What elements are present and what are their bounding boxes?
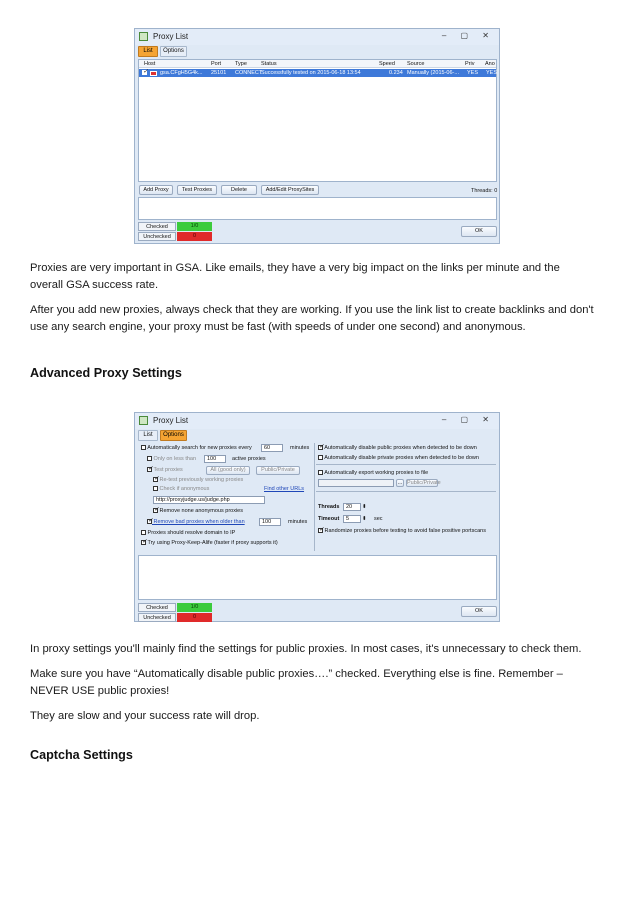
unchecked-value: 0 xyxy=(177,613,212,622)
tab-list[interactable]: List xyxy=(138,46,158,57)
col-port[interactable]: Port xyxy=(211,61,222,67)
all-good-only-button[interactable]: All (good only) xyxy=(206,466,250,475)
options-panel xyxy=(138,443,497,551)
paragraph-4b: NEVER USE public proxies! xyxy=(30,685,170,697)
timeout-input[interactable]: 5 xyxy=(343,515,361,523)
retest-checkbox[interactable]: ✓ Re-test previously working proxies xyxy=(154,476,244,483)
proxy-judge-url-input[interactable]: http://proxyjudge.us/judge.php xyxy=(153,496,265,504)
check-anonymous-checkbox[interactable]: Check if anonymous xyxy=(153,485,209,493)
col-type[interactable]: Type xyxy=(235,61,247,67)
threads-spinner[interactable]: ⬍ xyxy=(362,504,367,510)
cell-speed: 0.234 xyxy=(389,70,403,76)
only-on-less-checkbox[interactable]: Only on less than xyxy=(147,455,196,463)
checked-value: 1/0 xyxy=(177,222,212,231)
cell-status: Successfully tested on 2015-06-18 13:54 xyxy=(261,70,361,76)
unchecked-row xyxy=(138,613,218,622)
unchecked-value: 0 xyxy=(177,232,212,241)
window-controls[interactable]: – ▢ ✕ xyxy=(441,415,495,424)
public-private-small-button[interactable]: Public/Private xyxy=(407,480,441,486)
timeout-label: Timeout xyxy=(318,516,340,522)
resolve-domain-checkbox[interactable]: Proxies should resolve domain to IP xyxy=(141,529,235,537)
divider xyxy=(316,464,496,465)
cell-port: 25101 xyxy=(211,70,227,76)
log-area xyxy=(138,555,497,600)
randomize-checkbox[interactable]: ✓ Randomize proxies before testing to avoid false positive portscans xyxy=(319,527,486,534)
proxy-grid[interactable] xyxy=(138,59,497,182)
grid-header xyxy=(139,60,496,68)
cell-type: CONNECT xyxy=(235,70,263,76)
paragraph-5: They are slow and your success rate will drop. xyxy=(30,710,260,722)
auto-search-minutes-input[interactable]: 60 xyxy=(261,444,283,452)
disable-public-checkbox[interactable]: ✓ Automatically disable public proxies when detected to be down xyxy=(319,444,477,451)
col-priv[interactable]: Priv xyxy=(465,61,475,67)
checked-row xyxy=(138,603,218,612)
heading-advanced-proxy-settings: Advanced Proxy Settings xyxy=(30,366,182,380)
cell-ano: YES xyxy=(486,70,498,76)
tab-list[interactable]: List xyxy=(138,430,158,441)
column-divider xyxy=(314,443,315,551)
paragraph-1a: Proxies are very important in GSA. Like emails, they have a very big impact on the links per minute and the xyxy=(30,262,560,274)
log-area xyxy=(138,197,497,220)
auto-search-checkbox[interactable]: Automatically search for new proxies every xyxy=(141,444,252,452)
threads-input[interactable]: 20 xyxy=(343,503,361,511)
test-proxies-checkbox[interactable]: ✓ Test proxies xyxy=(148,466,183,473)
remove-bad-minutes-label: minutes xyxy=(288,519,308,525)
proxy-options-window xyxy=(134,412,500,622)
export-working-checkbox[interactable]: Automatically export working proxies to file xyxy=(318,469,428,477)
tab-options[interactable]: Options xyxy=(160,430,187,441)
row-checkbox[interactable]: ✓ xyxy=(143,69,149,75)
checked-row xyxy=(138,222,218,231)
window-title: Proxy List xyxy=(153,416,189,425)
paragraph-2a: After you add new proxies, always check that they are working. If you use the link list to create backlinks and don't xyxy=(30,304,594,316)
col-ano[interactable]: Ano xyxy=(485,61,495,67)
threads-count: Threads: 0 xyxy=(471,188,498,194)
threads-label: Threads xyxy=(318,504,340,510)
active-proxies-label: active proxies xyxy=(232,456,266,462)
ok-button[interactable]: OK xyxy=(461,226,497,237)
add-edit-proxysites-button[interactable]: Add/Edit ProxySites xyxy=(261,185,319,195)
unchecked-label: Unchecked xyxy=(138,613,176,622)
remove-bad-proxies-checkbox[interactable]: ✓ Remove bad proxies when older than xyxy=(148,518,245,525)
col-host[interactable]: Host xyxy=(144,61,156,67)
sec-label: sec xyxy=(374,516,383,522)
ok-button[interactable]: OK xyxy=(461,606,497,617)
checked-label: Checked xyxy=(138,222,176,231)
remove-bad-minutes-input[interactable]: 100 xyxy=(259,518,281,526)
paragraph-1b: overall GSA success rate. xyxy=(30,279,159,291)
remove-non-anon-checkbox[interactable]: ✓ Remove none anonymous proxies xyxy=(154,507,243,514)
checked-label: Checked xyxy=(138,603,176,612)
window-title: Proxy List xyxy=(153,32,189,41)
window-controls[interactable]: – ▢ ✕ xyxy=(441,31,495,40)
window-titlebar xyxy=(135,29,499,45)
add-proxy-button[interactable]: Add Proxy xyxy=(139,185,173,195)
checked-value: 1/0 xyxy=(177,603,212,612)
public-private-button[interactable]: Public/Private xyxy=(256,466,300,475)
disable-private-checkbox[interactable]: Automatically disable private proxies when detected to be down xyxy=(318,454,479,462)
paragraph-3: In proxy settings you'll mainly find the settings for public proxies. In most cases, it's unnecessary to check them. xyxy=(30,643,582,655)
app-icon xyxy=(139,416,148,425)
app-icon xyxy=(139,32,148,41)
keep-alive-checkbox[interactable]: ✓ Try using Proxy-Keep-Alife (faster if proxy supports it) xyxy=(142,539,278,546)
paragraph-2b: use any search engine, your proxy must be fast (with speeds of under one second) and anonymous. xyxy=(30,321,526,333)
find-other-urls-link[interactable]: Find other URLs xyxy=(264,486,305,492)
cell-source: Manually (2015-06-... xyxy=(407,70,459,76)
proxy-list-window xyxy=(134,28,500,244)
divider xyxy=(316,491,496,492)
col-source[interactable]: Source xyxy=(407,61,425,67)
paragraph-4a: Make sure you have “Automatically disable public proxies….” checked. Everything else is fine. Remember – xyxy=(30,668,563,680)
flag-icon xyxy=(150,71,157,76)
heading-captcha-settings: Captcha Settings xyxy=(30,748,133,762)
unchecked-label: Unchecked xyxy=(138,232,176,241)
window-titlebar xyxy=(135,413,499,429)
minutes-label: minutes xyxy=(290,445,310,451)
cell-host: gsa.CFgH5G4k... xyxy=(160,70,203,76)
col-speed[interactable]: Speed xyxy=(379,61,395,67)
test-proxies-button[interactable]: Test Proxies xyxy=(177,185,217,195)
export-file-input[interactable] xyxy=(318,479,394,487)
delete-button[interactable]: Delete xyxy=(221,185,257,195)
col-status[interactable]: Status xyxy=(261,61,277,67)
timeout-spinner[interactable]: ⬍ xyxy=(362,516,367,522)
unchecked-row xyxy=(138,232,218,241)
tab-options[interactable]: Options xyxy=(160,46,187,57)
browse-button[interactable]: … xyxy=(397,480,403,486)
active-proxies-input[interactable]: 100 xyxy=(204,455,226,463)
table-row[interactable] xyxy=(139,69,496,77)
cell-priv: YES xyxy=(467,70,479,76)
